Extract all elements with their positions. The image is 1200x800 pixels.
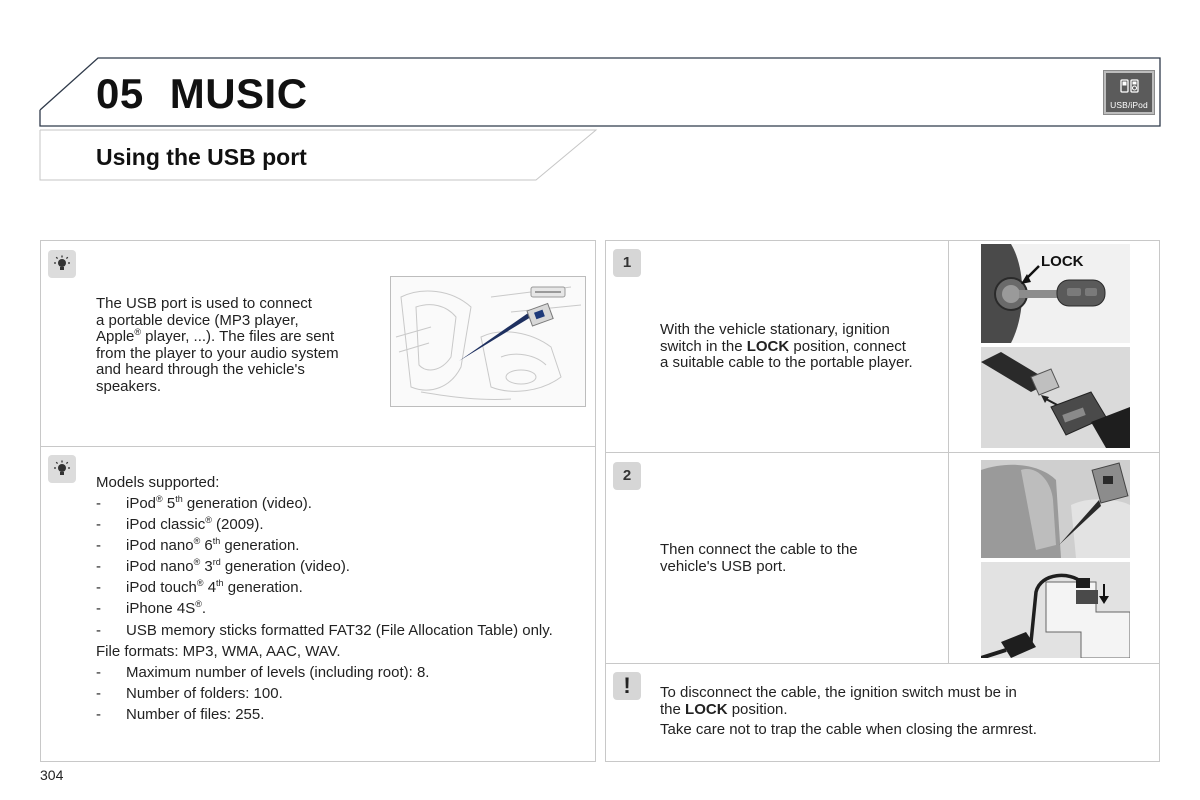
list-item: - iPhone 4S®. — [96, 599, 207, 618]
step-1-text: With the vehicle stationary, ignition switch in the LOCK position, connect a suitable cable to the portable player. — [660, 321, 913, 371]
usb-plug-into-port-illustration — [981, 562, 1130, 658]
right-panel-vdivider — [948, 240, 949, 663]
chapter-title: MUSIC — [169, 70, 308, 117]
list-item: - iPod nano® 6th generation. — [96, 536, 300, 555]
warning-text: To disconnect the cable, the ignition switch must be in the LOCK position. — [660, 684, 1017, 718]
lightbulb-tip-icon — [48, 455, 76, 483]
list-item: - iPod® 5th generation (video). — [96, 494, 312, 512]
list-item: - iPod touch® 4th generation. — [96, 578, 303, 597]
list-item: - Number of folders: 100. — [96, 684, 283, 702]
list-item: - Number of files: 255. — [96, 705, 265, 723]
right-panel-divider-1 — [605, 452, 1160, 453]
armrest-caution-text: Take care not to trap the cable when closing the armrest. — [660, 721, 1037, 738]
list-item: - USB memory sticks formatted FAT32 (File Allocation Table) only. — [96, 621, 553, 639]
armrest-usb-port-photo — [981, 460, 1130, 558]
left-panel-divider — [40, 446, 596, 447]
file-formats-list — [96, 665, 566, 724]
chapter-number: 05 — [96, 70, 144, 117]
usb-ipod-badge-label: USB/iPod — [1110, 100, 1148, 110]
step-1-badge: 1 — [613, 249, 641, 277]
lock-label: LOCK — [1041, 253, 1084, 270]
models-supported-section — [96, 475, 566, 728]
chapter-heading — [96, 70, 308, 118]
models-list — [96, 496, 566, 639]
usb-intro-text: The USB port is used to connect a portable device (MP3 player, Apple® player, ...). The files are sent from the player to your audio system and heard through the vehicle's speakers. — [96, 295, 339, 395]
usb-ipod-icon — [1120, 78, 1140, 96]
usb-cable-connect-illustration — [981, 347, 1130, 448]
step-2-text: Then connect the cable to the vehicle's USB port. — [660, 541, 858, 575]
usb-port-location-illustration — [390, 276, 586, 407]
models-heading: Models supported: — [96, 474, 220, 491]
list-item: - iPod classic® (2009). — [96, 515, 264, 534]
lightbulb-tip-icon — [48, 250, 76, 278]
list-item: - Maximum number of levels (including root): 8. — [96, 663, 430, 681]
section-title: Using the USB port — [96, 144, 307, 170]
warning-icon: ! — [613, 672, 641, 700]
right-panel-divider-2 — [605, 663, 1160, 664]
ignition-lock-photo — [981, 244, 1130, 343]
file-formats-heading: File formats: MP3, WMA, AAC, WAV. — [96, 642, 341, 660]
step-2-badge: 2 — [613, 462, 641, 490]
page-number: 304 — [40, 767, 64, 783]
usb-ipod-badge — [1104, 71, 1154, 114]
list-item: - iPod nano® 3rd generation (video). — [96, 557, 350, 576]
